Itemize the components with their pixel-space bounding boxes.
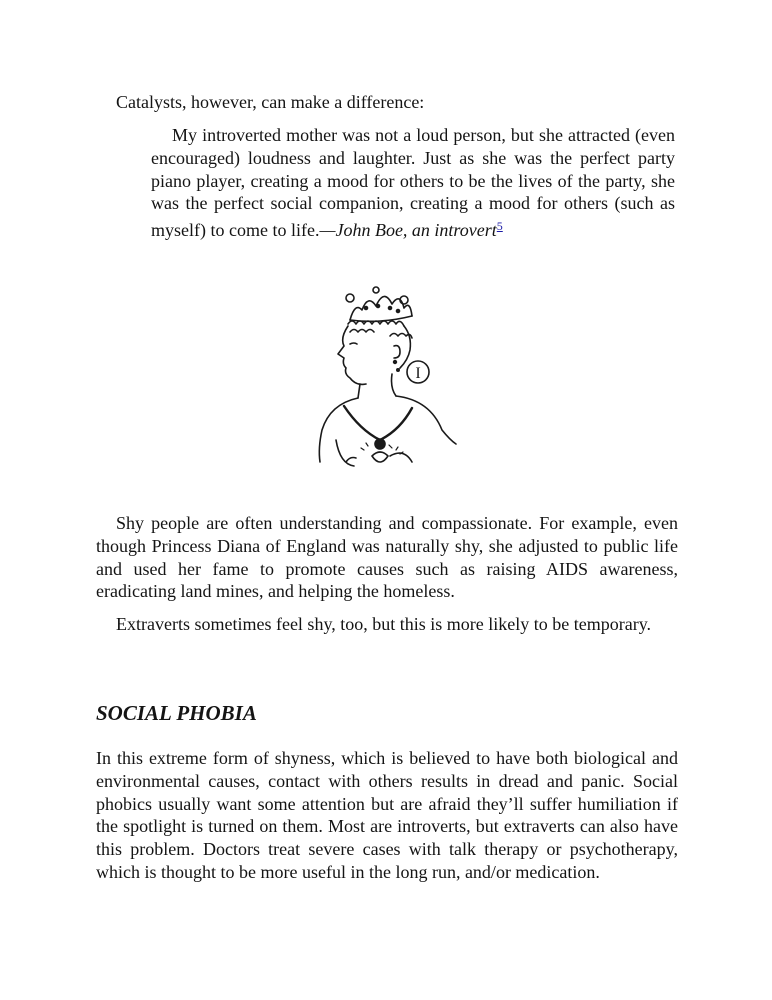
paragraph-shy-people: Shy people are often understanding and compassionate. For example, even though Princess Diana of England was naturally shy, she adjusted to public life and used her fame to promote causes such as raising AIDS awareness, eradicating land mines, and helping the homeless. — [96, 513, 678, 602]
block-quote — [151, 124, 675, 242]
badge-letter: I — [415, 365, 421, 382]
footnote-link[interactable]: 5 — [496, 219, 503, 234]
paragraph-extraverts: Extraverts sometimes feel shy, too, but this is more likely to be temporary. — [116, 614, 652, 634]
crowned-woman-drawing-icon — [300, 280, 475, 475]
section-heading: SOCIAL PHOBIA — [96, 701, 257, 725]
quote-text: My introverted mother was not a loud person, but she attracted (even encouraged) loudness and laughter. Just as she was the perfect party piano player, creating a mood for others to be the lives of the party, she was the perfect social companion, creating a mood for others (such as myself) to come to life. — [151, 125, 675, 241]
paragraph-social-phobia: In this extreme form of shyness, which is believed to have both biological and environmental causes, contact with others results in dread and panic. Social phobics usually want some attention but are afraid they’ll suffer humiliation if the spotlight is turned on them. Most are introverts, but extraverts can also have this problem. Doctors treat severe cases with talk therapy or psychotherapy, which is thought to be more useful in the long run, and/or medication. — [96, 748, 678, 882]
quote-attribution: —John Boe, an introvert — [319, 220, 497, 241]
intro-paragraph: Catalysts, however, can make a difference: — [116, 92, 425, 112]
